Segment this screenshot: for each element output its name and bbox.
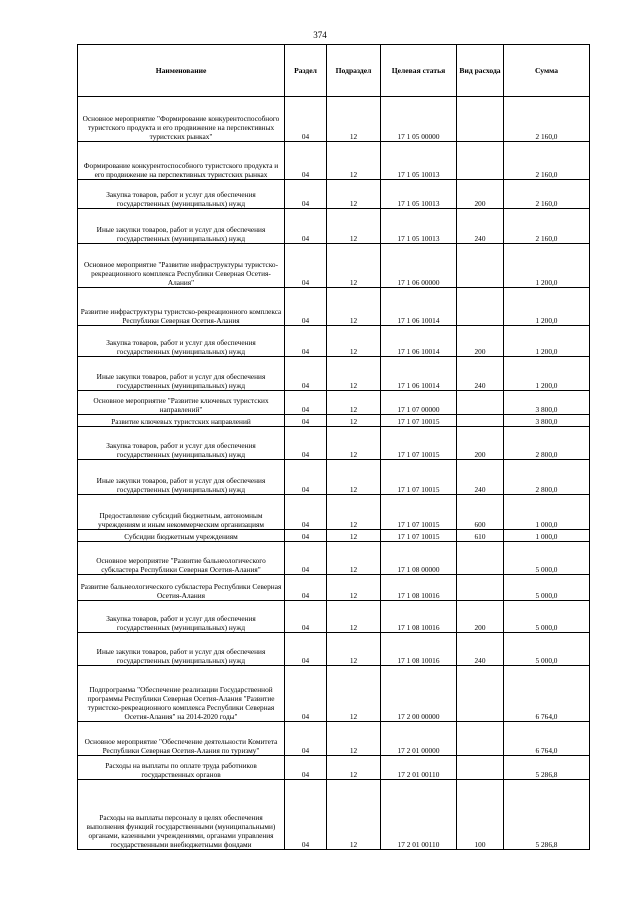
row-amount: 5 000,0 [504,601,590,633]
row-amount: 5 286,8 [504,780,590,850]
row-section: 04 [285,97,327,142]
row-expense-type: 200 [457,326,504,357]
table-row [78,391,590,415]
row-amount: 2 160,0 [504,209,590,244]
row-target: 17 1 07 10015 [381,530,457,542]
row-name: Основное мероприятие "Развитие ключевых туристских направлений" [78,391,285,415]
row-amount: 3 800,0 [504,415,590,427]
row-target: 17 1 05 00000 [381,97,457,142]
row-name: Предоставление субсидий бюджетным, автономным учреждениям и иным некоммерческим организациям [78,495,285,530]
row-subsection: 12 [327,244,381,288]
row-target: 17 1 07 00000 [381,391,457,415]
table-row [78,780,590,850]
row-target: 17 1 06 10014 [381,357,457,391]
header-name: Наименование [78,45,285,97]
row-target: 17 2 01 00110 [381,780,457,850]
row-expense-type: 240 [457,460,504,495]
table-row [78,495,590,530]
row-name: Формирование конкурентоспособного туристского продукта и его продвижение на перспективных туристских рынках [78,142,285,180]
row-subsection: 12 [327,575,381,601]
row-expense-type: 240 [457,357,504,391]
row-subsection: 12 [327,326,381,357]
row-name: Развитие ключевых туристских направлений [78,415,285,427]
row-section: 04 [285,244,327,288]
row-subsection: 12 [327,427,381,460]
table-row [78,530,590,542]
row-section: 04 [285,666,327,722]
row-name: Расходы на выплаты персоналу в целях обеспечения выполнения функций государственными (муниципальными) органами, казенными учреждениями, органами управления государственными внебюджетными фондами [78,780,285,850]
row-section: 04 [285,633,327,666]
row-target: 17 1 07 10015 [381,415,457,427]
row-subsection: 12 [327,357,381,391]
row-expense-type: 240 [457,633,504,666]
row-name: Иные закупки товаров, работ и услуг для обеспечения государственных (муниципальных) нужд [78,357,285,391]
page-number: 374 [313,30,327,40]
table-row [78,142,590,180]
table-row [78,357,590,391]
table-row [78,601,590,633]
row-subsection: 12 [327,460,381,495]
table-row [78,542,590,575]
row-expense-type [457,415,504,427]
table-row [78,722,590,756]
row-target: 17 1 05 10013 [381,180,457,209]
row-name: Основное мероприятие "Развитие бальнеологического субкластера Республики Северная Осетия-Алания" [78,542,285,575]
row-target: 17 1 06 10014 [381,326,457,357]
row-subsection: 12 [327,288,381,326]
table-row [78,97,590,142]
row-amount: 2 800,0 [504,460,590,495]
table-row [78,288,590,326]
table-row [78,666,590,722]
table-row [78,209,590,244]
row-subsection: 12 [327,542,381,575]
row-expense-type [457,288,504,326]
row-target: 17 1 08 10016 [381,601,457,633]
row-amount: 1 200,0 [504,357,590,391]
row-name: Иные закупки товаров, работ и услуг для обеспечения государственных (муниципальных) нужд [78,209,285,244]
row-target: 17 1 08 10016 [381,575,457,601]
row-expense-type [457,542,504,575]
row-expense-type [457,722,504,756]
row-target: 17 1 06 00000 [381,244,457,288]
row-expense-type [457,244,504,288]
row-amount: 1 200,0 [504,288,590,326]
row-amount: 6 764,0 [504,666,590,722]
row-amount: 5 286,8 [504,756,590,780]
row-section: 04 [285,209,327,244]
row-target: 17 1 07 10015 [381,495,457,530]
row-subsection: 12 [327,722,381,756]
row-section: 04 [285,415,327,427]
row-subsection: 12 [327,209,381,244]
table-row [78,460,590,495]
row-section: 04 [285,722,327,756]
row-target: 17 2 00 00000 [381,666,457,722]
row-name: Основное мероприятие "Формирование конкурентоспособного туристского продукта и его продвижение на перспективных туристских рынках" [78,97,285,142]
row-section: 04 [285,357,327,391]
row-amount: 5 000,0 [504,542,590,575]
row-amount: 1 000,0 [504,495,590,530]
row-subsection: 12 [327,415,381,427]
row-expense-type [457,142,504,180]
row-expense-type [457,391,504,415]
row-subsection: 12 [327,495,381,530]
row-subsection: 12 [327,756,381,780]
row-section: 04 [285,142,327,180]
row-amount: 5 000,0 [504,575,590,601]
row-expense-type: 600 [457,495,504,530]
row-target: 17 2 01 00000 [381,722,457,756]
row-section: 04 [285,530,327,542]
row-amount: 6 764,0 [504,722,590,756]
header-expense-type: Вид расхода [457,45,504,97]
row-target: 17 1 08 00000 [381,542,457,575]
row-name: Иные закупки товаров, работ и услуг для обеспечения государственных (муниципальных) нужд [78,633,285,666]
row-target: 17 1 08 10016 [381,633,457,666]
row-name: Закупка товаров, работ и услуг для обеспечения государственных (муниципальных) нужд [78,180,285,209]
row-target: 17 1 05 10013 [381,142,457,180]
row-section: 04 [285,601,327,633]
row-section: 04 [285,326,327,357]
row-section: 04 [285,756,327,780]
row-subsection: 12 [327,142,381,180]
row-amount: 1 000,0 [504,530,590,542]
table-header-row [78,45,590,97]
row-subsection: 12 [327,530,381,542]
row-name: Развитие бальнеологического субкластера Республики Северная Осетия-Алания [78,575,285,601]
row-name: Расходы на выплаты по оплате труда работников государственных органов [78,756,285,780]
row-section: 04 [285,542,327,575]
row-name: Основное мероприятие "Обеспечение деятельности Комитета Республики Северная Осетия-Алания по туризму" [78,722,285,756]
row-amount: 2 160,0 [504,142,590,180]
budget-table [77,44,590,850]
row-amount: 2 800,0 [504,427,590,460]
row-expense-type: 240 [457,209,504,244]
row-section: 04 [285,575,327,601]
row-subsection: 12 [327,666,381,722]
row-target: 17 2 01 00110 [381,756,457,780]
row-section: 04 [285,180,327,209]
row-subsection: 12 [327,601,381,633]
row-name: Основное мероприятие "Развитие инфраструктуры туристско-рекреационного комплекса Республики Северная Осетия-Алания" [78,244,285,288]
row-section: 04 [285,427,327,460]
row-subsection: 12 [327,780,381,850]
row-expense-type [457,666,504,722]
row-name: Закупка товаров, работ и услуг для обеспечения государственных (муниципальных) нужд [78,601,285,633]
row-target: 17 1 07 10015 [381,427,457,460]
row-name: Закупка товаров, работ и услуг для обеспечения государственных (муниципальных) нужд [78,326,285,357]
header-amount: Сумма [504,45,590,97]
table-row [78,244,590,288]
row-section: 04 [285,391,327,415]
row-name: Иные закупки товаров, работ и услуг для обеспечения государственных (муниципальных) нужд [78,460,285,495]
row-expense-type: 200 [457,427,504,460]
row-subsection: 12 [327,633,381,666]
row-amount: 1 200,0 [504,244,590,288]
table-row [78,633,590,666]
row-section: 04 [285,495,327,530]
row-amount: 5 000,0 [504,633,590,666]
table-row [78,756,590,780]
row-expense-type [457,97,504,142]
row-section: 04 [285,288,327,326]
row-expense-type: 200 [457,180,504,209]
row-subsection: 12 [327,97,381,142]
table-row [78,427,590,460]
row-amount: 2 160,0 [504,180,590,209]
row-expense-type: 610 [457,530,504,542]
row-subsection: 12 [327,180,381,209]
table-row [78,415,590,427]
row-name: Подпрограмма "Обеспечение реализации Государственной программы Республики Северная Осетия-Алания "Развитие туристско-рекреационного комплекса Республики Северная Осетия-Алания" на 2014-2020 годы" [78,666,285,722]
table-row [78,180,590,209]
row-expense-type [457,575,504,601]
row-subsection: 12 [327,391,381,415]
row-target: 17 1 07 10015 [381,460,457,495]
row-section: 04 [285,780,327,850]
row-amount: 1 200,0 [504,326,590,357]
row-name: Развитие инфраструктуры туристско-рекреационного комплекса Республики Северная Осетия-Алания [78,288,285,326]
row-amount: 2 160,0 [504,97,590,142]
header-subsection: Подраздел [327,45,381,97]
row-expense-type: 200 [457,601,504,633]
row-name: Субсидии бюджетным учреждениям [78,530,285,542]
header-section: Раздел [285,45,327,97]
row-target: 17 1 05 10013 [381,209,457,244]
row-expense-type [457,756,504,780]
row-name: Закупка товаров, работ и услуг для обеспечения государственных (муниципальных) нужд [78,427,285,460]
row-amount: 3 800,0 [504,391,590,415]
header-target: Целевая статья [381,45,457,97]
row-target: 17 1 06 10014 [381,288,457,326]
table-row [78,575,590,601]
row-expense-type: 100 [457,780,504,850]
row-section: 04 [285,460,327,495]
table-row [78,326,590,357]
